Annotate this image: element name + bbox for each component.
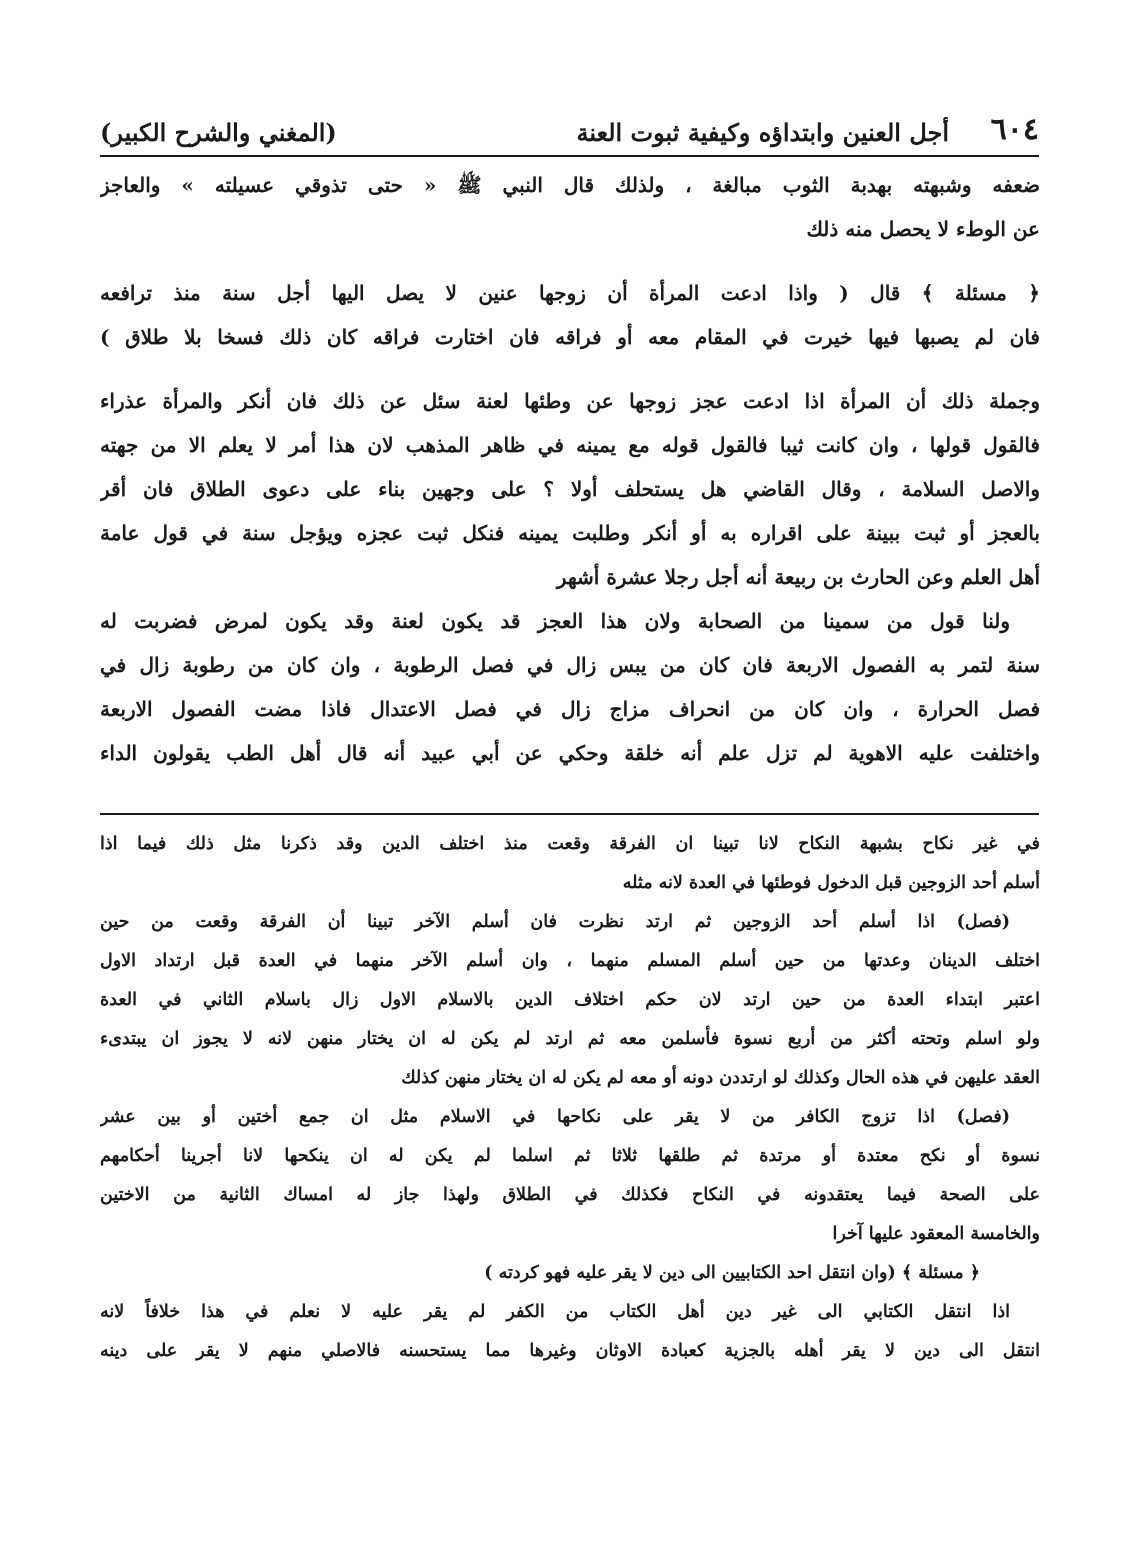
page-header (100, 110, 1039, 158)
text-line: فصل الحرارة ، وان كان من انحراف مزاج زال في فصل الاعتدال فاذا مضت الفصول الاربعة (100, 697, 1040, 721)
text-line: والخامسة المعقود عليها آخرا (832, 1224, 1040, 1244)
text-line: اختلف الدينان وعدتها من حين أسلم المسلم منهما ، وان أسلم الآخر منهما في العدة قبل ارتداد الاول (100, 951, 1040, 971)
section-divider (100, 813, 1039, 815)
fasl-paragraph: (فصل) اذا تزوج الكافر من لا يقر على نكاحها في الاسلام مثل ان جمع أختين أو بين عشر (100, 1107, 1010, 1127)
section-title: أجل العنين وابتداؤه وكيفية ثبوت العنة (576, 118, 949, 147)
masala-heading: ﴿ مسئلة ﴾ (وان انتقل احد الكتابيين الى دين لا يقر عليه فهو كردته ) (484, 1263, 980, 1283)
text-line: أسلم أحد الزوجين قبل الدخول فوطئها في العدة لانه مثله (622, 873, 1040, 893)
text-line: اعتبر ابتداء العدة من حين ارتد لان حكم اختلاف الدين بالاسلام الاول زال باسلام الثاني في العدة (100, 990, 1040, 1010)
main-text (100, 163, 1040, 775)
header-rule (100, 155, 1039, 157)
commentary-text (100, 825, 1040, 1371)
text-line: فان لم يصبها فيها خيرت في المقام معه أو فراقه فان اختارت فراقه كان ذلك فسخا بلا طلاق ) (100, 325, 1040, 349)
text-line: عن الوطء لا يحصل منه ذلك (806, 217, 1040, 241)
text-line: أهل العلم وعن الحارث بن ربيعة أنه أجل رجلا عشرة أشهر (556, 565, 1040, 589)
book-title: (المغني والشرح الكبير) (100, 118, 337, 147)
text-line: اذا انتقل الكتابي الى غير دين أهل الكتاب من الكفر لم يقر عليه لا نعلم في هذا خلافاً لانه (100, 1302, 1010, 1322)
text-line: العقد عليهن في هذه الحال وكذلك لو ارتددن دونه أو معه لم يكن له ان يختار منهن كذلك (401, 1068, 1040, 1088)
text-line: في غير نكاح بشبهة النكاح لانا تبينا ان الفرقة وقعت منذ اختلف الدين وقد ذكرنا مثل ذلك فيما اذا (100, 834, 1040, 854)
text-line: على الصحة فيما يعتقدونه في النكاح فكذلك في الطلاق ولهذا جاز له امساك الثانية من الاختين (100, 1185, 1040, 1205)
text-line: فالقول قولها ، وان كانت ثيبا فالقول قوله مع يمينه في ظاهر المذهب لان هذا أمر لا يعلم الا من جهته (100, 433, 1040, 457)
masala-heading: ﴿ مسئلة ﴾ قال ( واذا ادعت المرأة أن زوجها عنين لا يصل اليها أجل سنة منذ ترافعه (100, 281, 1040, 305)
text-line: ضعفه وشبهته بهدبة الثوب مبالغة ، ولذلك قال النبي ﷺ « حتى تذوقي عسيلته » والعاجز (100, 173, 1040, 197)
text-line: سنة لتمر به الفصول الاربعة فان كان من يبس زال في فصل الرطوبة ، وان كان من رطوبة زال في (100, 653, 1040, 677)
fasl-paragraph: (فصل) اذا أسلم أحد الزوجين ثم ارتد نظرت فان أسلم الآخر تبينا أن الفرقة وقعت من حين (100, 912, 1010, 932)
text-line: والاصل السلامة ، وقال القاضي هل يستحلف أولا ؟ على وجهين بناء على دعوى الطلاق فان أقر (100, 477, 1040, 501)
text-line: ولنا قول من سمينا من الصحابة ولان هذا العجز قد يكون لعنة وقد يكون لمرض فضربت له (100, 609, 1010, 633)
text-line: بالعجز أو ثبت ببينة على اقراره به أو أنكر وطلبت يمينه فنكل ثبت عجزه ويؤجل سنة في قول عامة (100, 521, 1040, 545)
text-line: ولو اسلم وتحته أكثر من أربع نسوة فأسلمن معه ثم ارتد لم يكن له ان يختار منهن لانه لا يجوز ان يبتدىء (100, 1029, 1040, 1049)
page-number: ٦٠٤ (990, 112, 1039, 147)
text-line: واختلفت عليه الاهوية لم تزل علم أنه خلقة وحكي عن أبي عبيد أنه قال أهل الطب يقولون الداء (100, 741, 1040, 765)
text-line: انتقل الى دين لا يقر أهله بالجزية كعبادة الاوثان وغيرها مما يستحسنه فالاصلي منهم لا يقر على دينه (100, 1341, 1040, 1361)
text-line: نسوة أو نكح معتدة أو مرتدة ثم طلقها ثلاثا ثم اسلما لم يكن له ان ينكحها لانا أجرينا أحكامهم (100, 1146, 1040, 1166)
text-line: وجملة ذلك أن المرأة اذا ادعت عجز زوجها عن وطئها لعنة سئل عن ذلك فان أنكر والمرأة عذراء (100, 389, 1040, 413)
